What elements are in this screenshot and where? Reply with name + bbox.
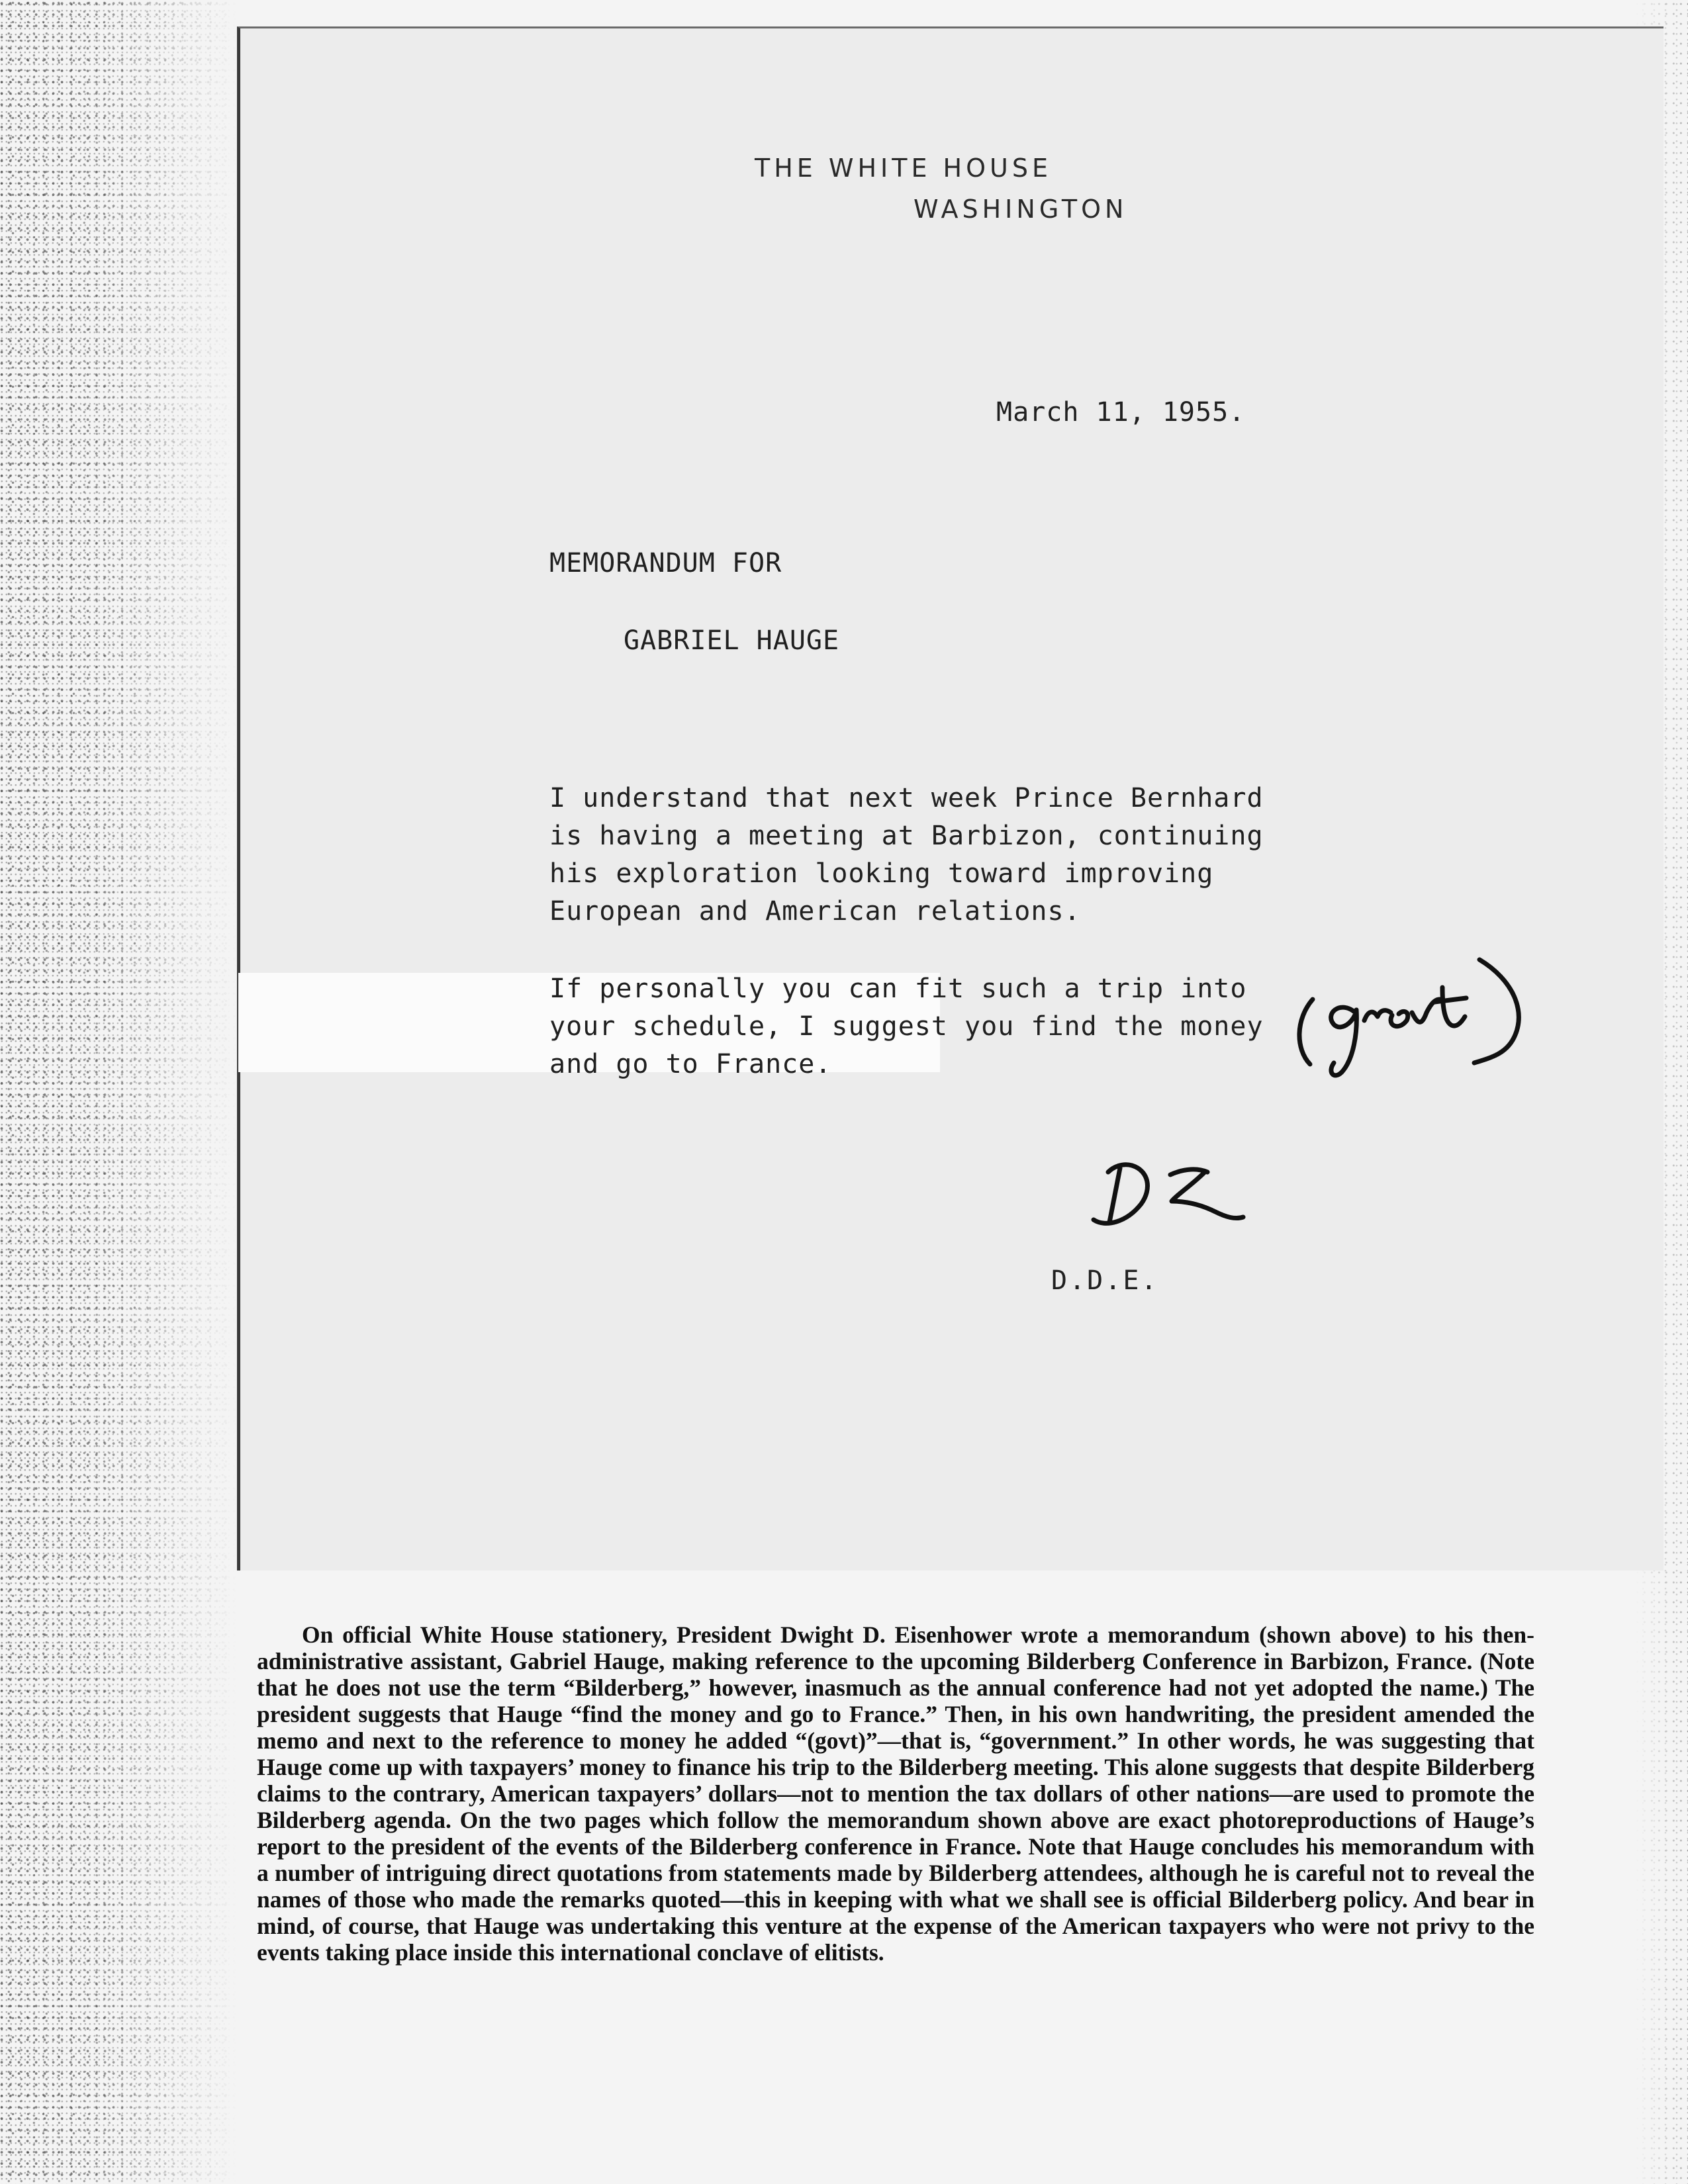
memo-paragraph-1 bbox=[549, 780, 1264, 931]
typed-initials: D.D.E. bbox=[1051, 1265, 1159, 1296]
caption-paragraph: On official White House stationery, President Dwight D. Eisenhower wrote a memorandum (shown above) to his then-administrative assistant, Gabriel Hauge, making reference to the upcoming Bilderberg Conference in Barbizon, France. (Note that he does not use the term “Bilderberg,” however, inasmuch as the annual conference had not yet adopted the name.) The president suggests that Hauge “find the money and go to France.” Then, in his own handwriting, the president amended the memo and next to the reference to money he added “(govt)”—that is, “government.” In other words, he was suggesting that Hauge come up with taxpayers’ money to finance his trip to the Bilderberg meeting. This alone suggests that despite Bilderberg claims to the contrary, American taxpayers’ dollars—not to mention the tax dollars of other nations—are used to promote the Bilderberg agenda. On the two pages which follow the memorandum shown above are exact photoreproductions of Hauge’s report to the president of the events of the Bilderberg conference in France. Note that Hauge concludes his memorandum with a number of intriguing direct quotations from statements made by Bilderberg attendees, although he is careful not to reveal the names of those who made the remarks quoted—this in keeping with what we shall see is official Bilderberg policy. And bear in mind, of course, that Hauge was undertaking this venture at the expense of the American taxpayers who were not privy to the events taking place inside this international conclave of elitists. bbox=[257, 1621, 1534, 1966]
memo-paragraph-1-line: his exploration looking toward improving bbox=[549, 858, 1214, 889]
memo-paragraph-2 bbox=[549, 970, 1264, 1083]
memo-paragraph-1-line: I understand that next week Prince Bernhard bbox=[549, 783, 1264, 813]
memo-paragraph-1-line: is having a meeting at Barbizon, continuing bbox=[549, 821, 1264, 851]
memo-paragraph-2-line: If personally you can fit such a trip into bbox=[549, 974, 1247, 1004]
memo-date: March 11, 1955. bbox=[996, 397, 1246, 428]
memo-paragraph-2-line: your schedule, I suggest you find the money bbox=[549, 1011, 1264, 1042]
memo-heading: MEMORANDUM FOR bbox=[549, 548, 782, 578]
letterhead-line1: THE WHITE HOUSE bbox=[755, 154, 1052, 183]
memo-paragraph-2-line: and go to France. bbox=[549, 1049, 832, 1079]
letterhead-line2: WASHINGTON bbox=[914, 195, 1128, 224]
photocopy-speckle-left bbox=[0, 0, 238, 2184]
memo-paragraph-1-line: European and American relations. bbox=[549, 896, 1081, 927]
handwritten-govt-note bbox=[1281, 946, 1546, 1079]
memo-addressee: GABRIEL HAUGE bbox=[624, 625, 840, 656]
handwritten-signature bbox=[1086, 1148, 1258, 1234]
